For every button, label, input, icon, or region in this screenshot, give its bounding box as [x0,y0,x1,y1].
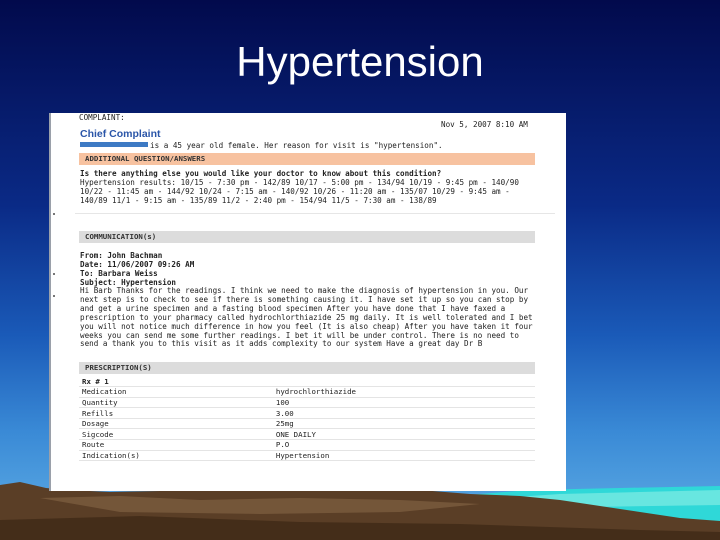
rx-value: 25mg [276,418,535,429]
margin-mark [53,273,55,275]
rx-value: 100 [276,397,535,408]
table-row [79,450,535,461]
ehr-screenshot-panel [49,113,566,491]
rx-label: Dosage [79,418,276,429]
rx-number: Rx # 1 [79,376,276,387]
table-row [79,387,535,398]
rx-label: Medication [79,387,276,398]
redacted-name-bar [80,142,148,147]
rx-value: hydrochlorthiazide [276,387,535,398]
qa-answer-readings: Hypertension results: 10/15 - 7:30 pm - 142/89 10/17 - 5:00 pm - 134/94 10/19 - 9:45 pm - 140/90 10/22 - 11:45 am - 144/92 10/24 - 7:15 am - 140/92 10/26 - 11:20 am - 135/07 10/29 - 9:45 am - 140/89 11/1 - 9:15 am - 135/89 11/2 - 2:40 pm - 154/94 11/5 - 7:30 am - 138/89 [80,178,519,205]
divider [75,213,555,214]
qa-question: Is there anything else you would like your doctor to know about this condition? [80,169,442,178]
table-row [79,397,535,408]
communication-body: Hi Barb Thanks for the readings. I think we need to make the diagnosis of hypertension in you. Our next step is to check to see if there is something causing it. I have set it up so you can stop by and get a urine specimen and a fasting blood specimen After you have done that I have faxed a prescription to your pharmacy called hydrochlorthiazide 25 mg daily. It is well tolerated and I bet you will not notice much difference in how you feel (It is also cheap) After you have taken it four weeks you can send me some further readings. I bet it will be under control. There is no need to send a thank you to this visit as it adds complexity to our system Have a great day Dr B [80,286,533,349]
table-row [79,418,535,429]
qa-section-header: ADDITIONAL QUESTION/ANSWERS [79,153,535,165]
rx-label: Refills [79,408,276,419]
table-row [79,429,535,440]
comm-date: Date: 11/06/2007 09:26 AM [80,259,195,269]
table-row [79,408,535,419]
rx-header-row [79,376,535,387]
rx-value: ONE DAILY [276,429,535,440]
chief-complaint-heading: Chief Complaint [80,128,161,140]
rx-label: Route [79,440,276,451]
rx-value: Hypertension [276,450,535,461]
rx-value: P.O [276,440,535,451]
comm-subject: Subject: Hypertension [80,277,177,287]
table-row [79,440,535,451]
rx-label: Indication(s) [79,450,276,461]
prescription-table [79,376,535,461]
rx-value: 3.00 [276,408,535,419]
rx-label: Quantity [79,397,276,408]
communication-section-header: COMMUNICATION(s) [79,231,535,243]
rx-label: Sigcode [79,429,276,440]
prescription-section-header: PRESCRIPTION(S) [79,362,535,374]
visit-date: Nov 5, 2007 8:10 AM [441,120,528,129]
comm-from: From: John Bachman [80,251,163,260]
comm-to: To: Barbara Weiss [80,268,158,278]
complaint-header: COMPLAINT: [79,113,125,122]
margin-mark [53,213,55,215]
chief-complaint-text [80,142,443,151]
chief-complaint-body: is a 45 year old female. Her reason for visit is "hypertension". [150,141,443,150]
margin-mark [53,295,55,297]
communication-meta [80,252,194,288]
slide-title: Hypertension [236,38,484,85]
